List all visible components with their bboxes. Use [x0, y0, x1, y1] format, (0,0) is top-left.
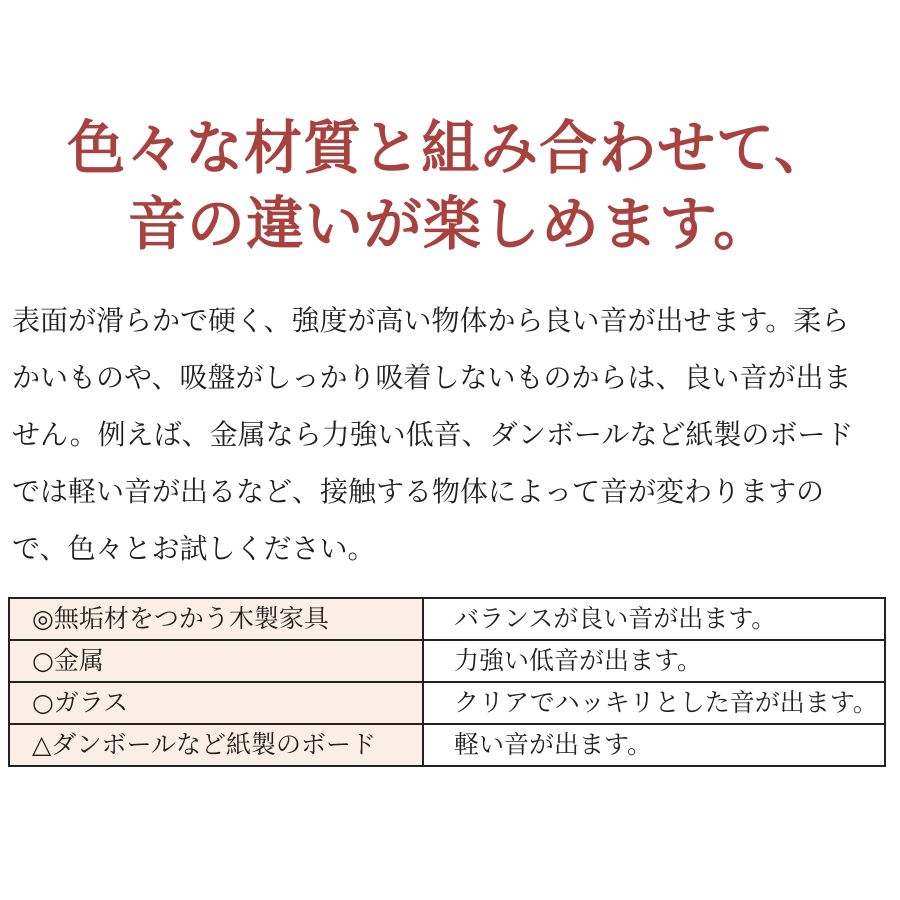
table-row	[9, 682, 885, 724]
sound-result-cell: 軽い音が出ます。	[423, 724, 885, 766]
sound-result-cell: 力強い低音が出ます。	[423, 640, 885, 682]
description-line: 表面が滑らかで硬く、強度が高い物体から良い音が出せます。柔ら	[12, 304, 850, 337]
headline-line-1: 色々な材質と組み合わせて、	[67, 114, 833, 182]
material-cell: ○金属	[9, 640, 423, 682]
sound-result-cell: バランスが良い音が出ます。	[423, 598, 885, 640]
headline	[0, 110, 900, 262]
description-line: で、色々とお試しください。	[12, 532, 376, 565]
description-line: かいものや、吸盤がしっかり吸着しないものからは、良い音が出ま	[12, 361, 852, 394]
description-line: では軽い音が出るなど、接触する物体によって音が変わりますの	[12, 475, 825, 508]
description-line: せん。例えば、金属なら力強い低音、ダンボールなど紙製のボード	[12, 418, 854, 451]
table-row	[9, 724, 885, 766]
material-cell: ○ガラス	[9, 682, 423, 724]
material-cell: ◎無垢材をつかう木製家具	[9, 598, 423, 640]
headline-line-2: 音の違いが楽しめます。	[127, 190, 773, 258]
material-cell: △ダンボールなど紙製のボード	[9, 724, 423, 766]
sound-result-cell: クリアでハッキリとした音が出ます。	[423, 682, 885, 724]
description-paragraph	[12, 292, 892, 577]
table-row	[9, 640, 885, 682]
table-row	[9, 598, 885, 640]
material-sound-table	[8, 597, 886, 767]
